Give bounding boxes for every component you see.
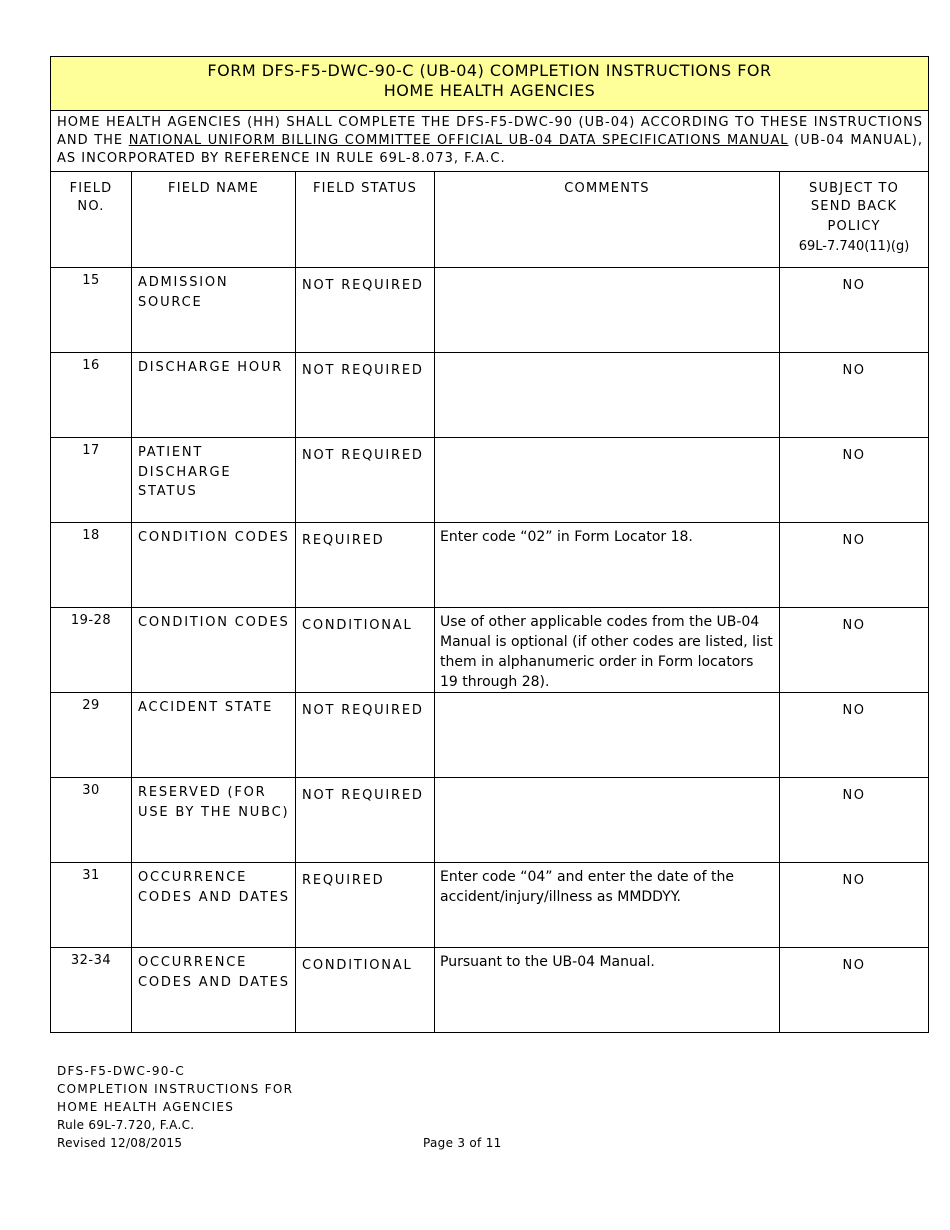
footer-revised: Revised 12/08/2015	[57, 1136, 183, 1150]
page-number: Page 3 of 11	[423, 1136, 502, 1150]
field-comments	[435, 268, 780, 353]
field-number: 30	[51, 778, 132, 863]
field-status: NOT REQUIRED	[296, 693, 435, 778]
intro-text-after: (UB-04 MANUAL), AS INCORPORATED BY REFERENCE IN RULE 69L-8.073, F.A.C.	[57, 133, 924, 166]
field-name: OCCURRENCE CODES AND DATES	[132, 863, 296, 948]
field-subject-to-send-back: NO	[780, 353, 929, 438]
header-subject-line1: SUBJECT TO SEND BACK	[809, 181, 900, 214]
field-comments	[435, 693, 780, 778]
form-title	[51, 57, 929, 111]
table-row	[51, 353, 929, 438]
field-subject-to-send-back: NO	[780, 778, 929, 863]
field-number: 17	[51, 438, 132, 523]
header-field-no: FIELD NO.	[51, 172, 132, 268]
field-name: OCCURRENCE CODES AND DATES	[132, 948, 296, 1033]
field-number: 32-34	[51, 948, 132, 1033]
field-number: 16	[51, 353, 132, 438]
header-comments: COMMENTS	[435, 172, 780, 268]
header-field-status: FIELD STATUS	[296, 172, 435, 268]
instructions-table	[50, 56, 929, 1033]
field-comments: Enter code “04” and enter the date of the accident/injury/illness as MMDDYY.	[435, 863, 780, 948]
form-title-line2: HOME HEALTH AGENCIES	[383, 81, 596, 100]
field-status: NOT REQUIRED	[296, 778, 435, 863]
field-status: CONDITIONAL	[296, 948, 435, 1033]
field-subject-to-send-back: NO	[780, 863, 929, 948]
field-name: ACCIDENT STATE	[132, 693, 296, 778]
field-status: NOT REQUIRED	[296, 353, 435, 438]
header-subject-to-send-back	[780, 172, 929, 268]
footer-line2: COMPLETION INSTRUCTIONS FOR	[57, 1082, 294, 1096]
field-name: DISCHARGE HOUR	[132, 353, 296, 438]
field-comments: Enter code “02” in Form Locator 18.	[435, 523, 780, 608]
footer-form-id: DFS-F5-DWC-90-C	[57, 1064, 186, 1078]
table-row	[51, 608, 929, 693]
table-row	[51, 693, 929, 778]
footer-line3: HOME HEALTH AGENCIES	[57, 1100, 235, 1114]
field-subject-to-send-back: NO	[780, 693, 929, 778]
table-row	[51, 948, 929, 1033]
field-name: PATIENT DISCHARGE STATUS	[132, 438, 296, 523]
field-number: 18	[51, 523, 132, 608]
field-subject-to-send-back: NO	[780, 608, 929, 693]
field-number: 29	[51, 693, 132, 778]
field-number: 31	[51, 863, 132, 948]
header-field-name: FIELD NAME	[132, 172, 296, 268]
form-title-line1: FORM DFS-F5-DWC-90-C (UB-04) COMPLETION INSTRUCTIONS FOR	[207, 61, 772, 80]
field-status: REQUIRED	[296, 863, 435, 948]
field-subject-to-send-back: NO	[780, 438, 929, 523]
header-subject-code: 69L-7.740(11)(g)	[798, 239, 910, 254]
ub04-manual-reference: NATIONAL UNIFORM BILLING COMMITTEE OFFICIAL UB-04 DATA SPECIFICATIONS MANUAL	[128, 133, 789, 148]
table-row	[51, 268, 929, 353]
table-row	[51, 863, 929, 948]
field-name: ADMISSION SOURCE	[132, 268, 296, 353]
field-status: REQUIRED	[296, 523, 435, 608]
header-subject-line2: POLICY	[827, 219, 881, 234]
footer-rule: Rule 69L-7.720, F.A.C.	[57, 1118, 195, 1132]
field-status: NOT REQUIRED	[296, 268, 435, 353]
field-comments	[435, 353, 780, 438]
table-header-row	[51, 172, 929, 268]
field-subject-to-send-back: NO	[780, 948, 929, 1033]
field-number: 19-28	[51, 608, 132, 693]
intro-text-before: HOME HEALTH AGENCIES (HH) SHALL COMPLETE THE DFS-F5-DWC-90 (UB-04) ACCORDING TO THESE INSTRUCTIONS AND THE	[57, 115, 924, 148]
intro-paragraph	[51, 111, 929, 172]
field-comments: Use of other applicable codes from the UB-04 Manual is optional (if other codes are listed, list them in alphanumeric order in Form locators 19 through 28).	[435, 608, 780, 693]
field-comments	[435, 438, 780, 523]
field-comments	[435, 778, 780, 863]
field-number: 15	[51, 268, 132, 353]
table-row	[51, 523, 929, 608]
table-row	[51, 438, 929, 523]
field-subject-to-send-back: NO	[780, 268, 929, 353]
field-status: NOT REQUIRED	[296, 438, 435, 523]
table-row	[51, 778, 929, 863]
field-name: CONDITION CODES	[132, 523, 296, 608]
field-name: CONDITION CODES	[132, 608, 296, 693]
field-subject-to-send-back: NO	[780, 523, 929, 608]
field-name: RESERVED (FOR USE BY THE NUBC)	[132, 778, 296, 863]
page-footer	[57, 1062, 293, 1152]
field-status: CONDITIONAL	[296, 608, 435, 693]
field-comments: Pursuant to the UB-04 Manual.	[435, 948, 780, 1033]
